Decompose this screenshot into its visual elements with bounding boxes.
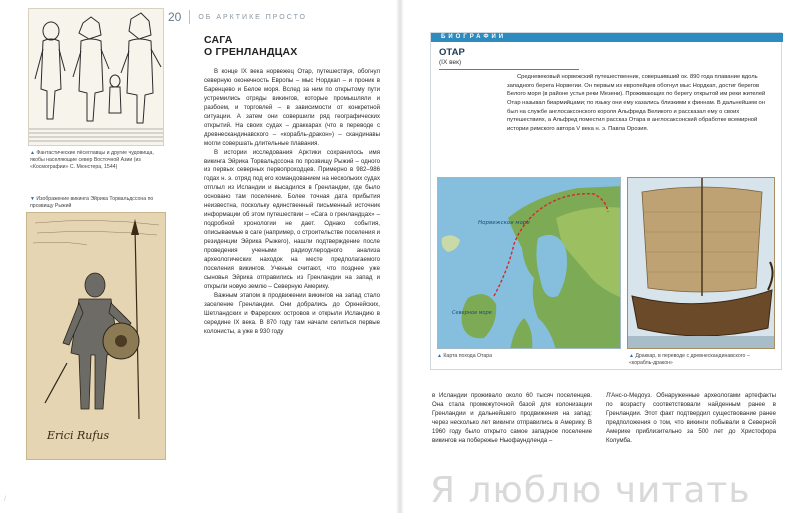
- section-title-line1: САГА: [204, 34, 233, 46]
- biography-rule: [439, 69, 579, 70]
- erik-the-red-drawing: [26, 212, 166, 460]
- paragraph: В истории исследования Арктики сохранилось имя викинга Эйрика Торвальдссона по прозвищу Рыжий – одного из первых северных первопроходцев. Примерно в 982–986 годах н. э. отряд под его командованием на нескольких судах отплыл из Исландии и высадился в Гренландии, где было основано там поселение. Более точная дата прибытия неизвестна, поскольку единственный письменный источник информации об этом путешествии – «Сага о гренландцах» – подробной хронологии не дает. Однако события, описываемые в саге (например, о строительстве поселения и резиденции Эйрика Рыжего), нашли подтверждение после проведения учеными радиоуглеродного анализа археологических находок на месте предполагаемого поселения викингов. Ученые считают, что позднее уже сыновья Эйрика отправились из Гренландии на запад и открыли новую землю – Северную Америку.: [204, 148, 380, 290]
- ship-caption-text: Драккар, в переводе с древнескандинавского – «корабль-дракон»: [629, 353, 750, 367]
- right-body-column-2: [606, 392, 776, 446]
- right-body-column-1: [432, 392, 592, 446]
- paragraph: в Исландии проживало около 60 тысяч поселенцев. Она стала промежуточной базой для колонизации Гренландии и дальнейшего продвижения на запад: через несколько лет викинги отправились в Америку. В 1960 году было открыто самое западное поселение викингов на побережье Ньюфаундленда –: [432, 392, 592, 444]
- erik-caption: [30, 196, 164, 210]
- left-body-text: [204, 68, 380, 337]
- monsters-caption: [30, 150, 164, 171]
- biography-label: БИОГРАФИИ: [441, 34, 507, 40]
- erik-caption-text: Изображение викинга Эйрика Торвальдссона по прозвищу Рыжий: [30, 196, 154, 210]
- erik-inscription: Erici Rufus: [47, 429, 110, 442]
- monsters-caption-text: Фантастические пёсеглавцы и другие чудовища, якобы населяющие север Восточной Азии (из «Космографии» С. Мюнстера, 1544): [30, 150, 154, 171]
- section-title: [204, 34, 384, 58]
- map-caption-text: Карта похода Отара: [443, 353, 493, 359]
- section-title-line2: О ГРЕНЛАНДЦАХ: [204, 46, 298, 59]
- otar-route-map: [437, 177, 621, 349]
- biography-band: [431, 33, 783, 42]
- triangle-down-icon: ▼: [30, 196, 35, 202]
- map-art: [438, 178, 621, 349]
- biography-text: [507, 73, 769, 134]
- page-number: 20: [168, 10, 190, 24]
- triangle-up-icon: ▲: [437, 353, 442, 359]
- biography-years: (IX век): [439, 59, 462, 66]
- corner-mark-icon: /: [4, 496, 6, 503]
- map-label-norwegian-sea: Норвежское море: [478, 220, 530, 226]
- monsters-engraving: [28, 8, 164, 146]
- watermark: Я люблю читать: [430, 470, 751, 511]
- drakkar-art: [628, 178, 775, 349]
- paragraph: Л'Анс-о-Медоуз. Обнаруженные археологами артефакты по возрасту соответствовали найденным ранее в Гренландии. Этот факт подтвердил существование ранее предположения о том, что викинги побывали в Северной Америке приблизительно за 500 лет до Христофора Колумба.: [606, 392, 776, 444]
- biography-name: ОТАР: [439, 47, 465, 58]
- biography-box: [430, 32, 782, 370]
- erik-drawing-art: [27, 213, 166, 460]
- paragraph: Важным этапом в продвижении викингов на запад стало заселение Гренландии. Они добрались до Оркнейских, Шетландских и Фарерских островов и открыли Исландию в середине IX века. В 870 году там начали селиться первые колонисты, а уже в 930 году: [204, 291, 380, 335]
- biography-paragraph: Средневековый норвежский путешественник, совершивший ок. 890 года плавание вдоль западного берега Норвегии. Он первым из европейцев обогнул мыс Нордкап, достиг берегов Белого моря (в районе устья реки Мезени). Проживающих по берегу открытой им реки жителей Отар называл биармийцами; по языку они ему казались близкими к финнам. В дальнейшем он был на службе англосаксонского короля Альфреда Великого и рассказал ему о своих путешествиях, а Альфред поместил рассказ Отара в англосаксонский обработке всемирной истории римского автора V века н. э. Павла Орозия.: [507, 74, 766, 133]
- map-label-north-sea: Северное море: [452, 310, 492, 316]
- triangle-up-icon: ▲: [629, 353, 634, 359]
- triangle-up-icon: ▲: [30, 150, 35, 156]
- page-fold: [396, 0, 404, 513]
- running-head: [168, 10, 307, 24]
- map-caption: [437, 353, 607, 360]
- paragraph: В конце IX века норвежец Отар, путешествуя, обогнул северную оконечность Европы – мыс Нордкап – и проник в Баренцево и Белое моря. Вслед за ним по открытому пути устремились отряды викингов, которые промышляли и разбоем, и торговлей – в зависимости от конкретной ситуации. А затем они совершили ряд географических открытий. На своих судах – драккарах (что в переводе с древнескандинавского – «корабль-дракон») – скандинавы могли совершать длительные плавания.: [204, 68, 380, 147]
- drakkar-photo: [627, 177, 775, 349]
- running-title: ОБ АРКТИКЕ ПРОСТО: [198, 13, 307, 21]
- monsters-engraving-art: [29, 9, 164, 146]
- ship-caption: [629, 353, 775, 367]
